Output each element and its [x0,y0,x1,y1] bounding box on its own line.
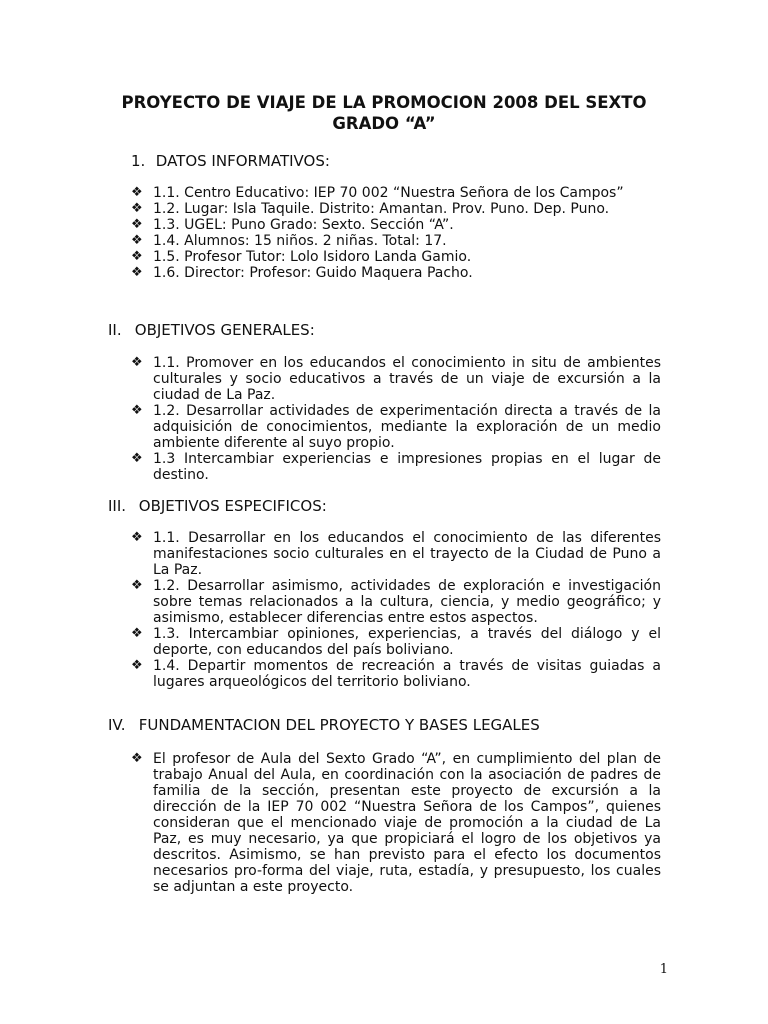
list-item: ❖ 1.4. Alumnos: 15 niños. 2 niñas. Total: 17. [131,233,447,249]
diamond-bullet-icon: ❖ [131,201,143,216]
diamond-bullet-icon: ❖ [131,658,143,673]
fundamentacion-list [131,751,661,895]
diamond-bullet-icon: ❖ [131,217,143,232]
objetivos-especificos-list [131,530,661,690]
diamond-bullet-icon: ❖ [131,249,143,264]
section-heading-objetivos-generales: II. OBJETIVOS GENERALES: [108,321,315,339]
section-heading-fundamentacion: IV. FUNDAMENTACION DEL PROYECTO Y BASES LEGALES [108,716,540,734]
diamond-bullet-icon: ❖ [131,626,143,641]
list-item: ❖ 1.6. Director: Profesor: Guido Maquera Pacho. [131,265,473,281]
diamond-bullet-icon: ❖ [131,355,143,370]
diamond-bullet-icon: ❖ [131,233,143,248]
datos-informativos-list [131,185,631,281]
objetivos-generales-list [131,355,661,483]
list-item: ❖ 1.5. Profesor Tutor: Lolo Isidoro Landa Gamio. [131,249,472,265]
diamond-bullet-icon: ❖ [131,578,143,593]
diamond-bullet-icon: ❖ [131,403,143,418]
list-item: ❖ 1.2. Desarrollar actividades de experimentación directa a través de la adquisición de conocimientos, mediante la exploración de un medio ambiente diferente al suyo propio. [131,403,661,451]
diamond-bullet-icon: ❖ [131,265,143,280]
list-item: ❖ 1.4. Departir momentos de recreación a través de visitas guiadas a lugares arqueológicos del territorio boliviano. [131,658,661,690]
list-item: ❖ 1.1. Centro Educativo: IEP 70 002 “Nuestra Señora de los Campos” [131,185,624,201]
diamond-bullet-icon: ❖ [131,530,143,545]
list-item: ❖ El profesor de Aula del Sexto Grado “A”, en cumplimiento del plan de trabajo Anual del Aula, en coordinación con la asociación de padres de familia de la sección, presentan este proyecto de excursión a la dirección de la IEP 70 002 “Nuestra Señora de los Campos”, quienes consideran que el mencionado viaje de promoción a la ciudad de La Paz, es muy necesario, ya que propiciará el logro de los objetivos ya descritos. Asimismo, se han previsto para el efecto los documentos necesarios pro-forma del viaje, ruta, estadía, y presupuesto, los cuales se adjuntan a este proyecto. [131,751,661,895]
diamond-bullet-icon: ❖ [131,185,143,200]
section-heading-datos-informativos: 1. DATOS INFORMATIVOS: [131,152,330,170]
list-item: ❖ 1.2. Desarrollar asimismo, actividades de exploración e investigación sobre temas relacionados a la cultura, ciencia, y medio geográfico; y asimismo, establecer diferencias entre estos aspectos. [131,578,661,626]
list-item: ❖ 1.2. Lugar: Isla Taquile. Distrito: Amantan. Prov. Puno. Dep. Puno. [131,201,610,217]
list-item: ❖ 1.3. Intercambiar opiniones, experiencias, a través del diálogo y el deporte, con educandos del país boliviano. [131,626,661,658]
section-heading-objetivos-especificos: III. OBJETIVOS ESPECIFICOS: [108,497,327,515]
list-item: ❖ 1.1. Promover en los educandos el conocimiento in situ de ambientes culturales y socio educativos a través de un viaje de excursión a la ciudad de La Paz. [131,355,661,403]
document-title: PROYECTO DE VIAJE DE LA PROMOCION 2008 DEL SEXTO GRADO “A” [121,93,647,133]
diamond-bullet-icon: ❖ [131,451,143,466]
list-item: ❖ 1.3 Intercambiar experiencias e impresiones propias en el lugar de destino. [131,451,661,483]
page-number: 1 [659,962,668,977]
diamond-bullet-icon: ❖ [131,751,143,766]
list-item: ❖ 1.3. UGEL: Puno Grado: Sexto. Sección “A”. [131,217,454,233]
list-item: ❖ 1.1. Desarrollar en los educandos el conocimiento de las diferentes manifestaciones socio culturales en el trayecto de la Ciudad de Puno a La Paz. [131,530,661,578]
